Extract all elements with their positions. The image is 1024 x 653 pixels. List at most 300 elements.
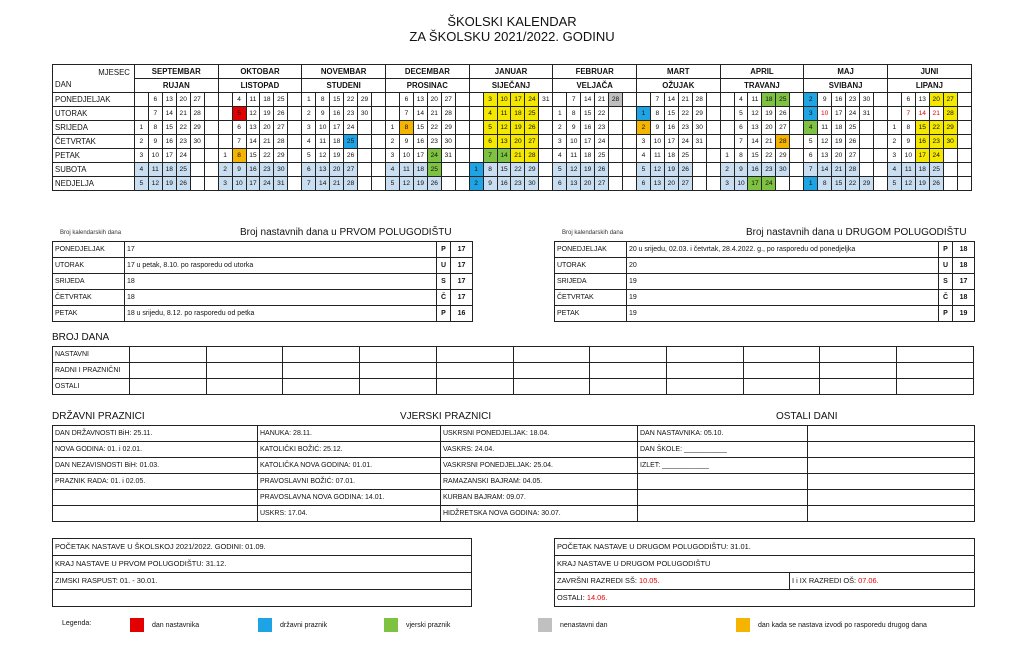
month-header: SEPTEMBAR xyxy=(134,65,218,79)
date-cell: 20 xyxy=(260,121,274,135)
half-day: PONEDJELJAK xyxy=(53,242,125,258)
date-cell: 5 xyxy=(483,121,497,135)
date-cell: 18 xyxy=(511,107,525,121)
broj-dana-cell xyxy=(513,347,590,363)
date-cell: 5 xyxy=(232,107,246,121)
date-cell: 1 xyxy=(636,107,650,121)
date-cell: 29 xyxy=(943,121,957,135)
teaching-day-count: 18 xyxy=(953,258,975,274)
date-cell: 21 xyxy=(832,163,846,177)
date-cell: 18 xyxy=(413,163,427,177)
date-cell xyxy=(288,149,302,163)
half-day: PETAK xyxy=(53,306,125,322)
date-cell xyxy=(860,121,874,135)
month-header-local: TRAVANJ xyxy=(720,79,804,93)
date-cell: 30 xyxy=(943,135,957,149)
broj-dana-cell xyxy=(360,363,437,379)
state-holidays-heading: DRŽAVNI PRAZNICI xyxy=(52,411,145,422)
broj-dana-cell xyxy=(820,363,897,379)
date-cell: 24 xyxy=(344,121,358,135)
date-cell: 16 xyxy=(330,107,344,121)
date-cell: 17 xyxy=(664,135,678,149)
month-header: MART xyxy=(636,65,720,79)
other-days-heading: OSTALI DANI xyxy=(776,411,838,422)
date-cell: 30 xyxy=(776,163,790,177)
date-cell: 26 xyxy=(678,163,692,177)
holidays-section xyxy=(52,425,974,522)
date-cell: 20 xyxy=(176,93,190,107)
religious-holiday: PRAVOSLAVNI BOŽIĆ: 07.01. xyxy=(258,474,441,490)
date-cell: 29 xyxy=(274,149,288,163)
date-cell: 29 xyxy=(358,93,372,107)
date-cell: 3 xyxy=(804,107,818,121)
date-cell: 15 xyxy=(581,107,595,121)
date-cell xyxy=(386,107,400,121)
date-cell: 13 xyxy=(497,135,511,149)
other-day: IZLET: ____________ xyxy=(638,458,808,474)
date-cell xyxy=(957,93,971,107)
date-cell xyxy=(860,149,874,163)
title-line-2: ZA ŠKOLSKU 2021/2022. GODINU xyxy=(409,29,615,44)
date-cell: 28 xyxy=(943,107,957,121)
date-cell xyxy=(623,121,637,135)
date-cell: 18 xyxy=(762,93,776,107)
broj-dana-section xyxy=(52,346,974,395)
date-cell: 22 xyxy=(929,121,943,135)
date-cell: 6 xyxy=(483,135,497,149)
date-cell: 25 xyxy=(678,149,692,163)
date-cell: 2 xyxy=(636,121,650,135)
date-cell: 5 xyxy=(386,177,400,191)
broj-dana-table xyxy=(52,346,974,395)
date-cell: 7 xyxy=(232,135,246,149)
month-header: OKTOBAR xyxy=(218,65,302,79)
date-cell: 3 xyxy=(386,149,400,163)
date-cell: 17 xyxy=(246,177,260,191)
other-day-extra xyxy=(808,442,975,458)
date-cell xyxy=(706,163,720,177)
date-cell: 2 xyxy=(553,121,567,135)
date-cell: 2 xyxy=(218,163,232,177)
broj-dana-cell xyxy=(436,347,513,363)
religious-holiday: VASKRS: 24.04. xyxy=(441,442,638,458)
date-cell: 8 xyxy=(818,177,832,191)
date-cell xyxy=(204,121,218,135)
date-cell: 18 xyxy=(832,121,846,135)
date-cell xyxy=(706,121,720,135)
date-cell: 3 xyxy=(720,177,734,191)
teaching-day-count: 16 xyxy=(451,306,473,322)
date-cell xyxy=(609,121,623,135)
date-cell xyxy=(623,93,637,107)
date-cell xyxy=(609,107,623,121)
broj-dana-cell xyxy=(513,379,590,395)
date-cell: 27 xyxy=(595,177,609,191)
date-cell xyxy=(873,177,887,191)
date-cell xyxy=(720,121,734,135)
legend-swatch-blue xyxy=(258,618,272,632)
date-cell: 20 xyxy=(664,177,678,191)
half-day: SRIJEDA xyxy=(555,274,627,290)
date-cell: 23 xyxy=(344,107,358,121)
day-name: SUBOTA xyxy=(53,163,135,177)
date-cell: 9 xyxy=(901,135,915,149)
teaching-day-count: 17 xyxy=(451,242,473,258)
date-cell: 19 xyxy=(511,121,525,135)
date-cell: 14 xyxy=(581,93,595,107)
date-cell: 16 xyxy=(832,93,846,107)
day-letter: P xyxy=(437,306,451,322)
date-cell: 9 xyxy=(567,121,581,135)
date-cell xyxy=(358,135,372,149)
calendar-day-count: 19 xyxy=(627,290,637,306)
date-cell xyxy=(692,149,706,163)
date-cell: 27 xyxy=(678,177,692,191)
legend-item: nenastavni dan xyxy=(538,618,607,632)
date-cell xyxy=(190,177,204,191)
date-cell xyxy=(204,177,218,191)
religious-holiday: VASKRSNI PONEDJELJAK: 25.04. xyxy=(441,458,638,474)
date-cell: 24 xyxy=(678,135,692,149)
date-cell: 7 xyxy=(399,107,413,121)
date-cell: 2 xyxy=(804,93,818,107)
date-cell: 11 xyxy=(650,149,664,163)
date-cell: 17 xyxy=(748,177,762,191)
date-cell: 16 xyxy=(664,121,678,135)
date-cell: 27 xyxy=(274,121,288,135)
date-cell: 9 xyxy=(650,121,664,135)
date-cell: 24 xyxy=(176,149,190,163)
date-cell: 31 xyxy=(441,149,455,163)
date-cell xyxy=(706,149,720,163)
half-row xyxy=(53,274,473,290)
date-cell: 8 xyxy=(567,107,581,121)
date-cell: 2 xyxy=(469,177,483,191)
date-cell: 30 xyxy=(441,135,455,149)
date-cell: 29 xyxy=(190,121,204,135)
broj-dana-cell xyxy=(513,363,590,379)
day-letter: P xyxy=(437,242,451,258)
date-cell: 13 xyxy=(162,93,176,107)
final-grades-ps: I i IX RAZREDI OŠ: 07.06. xyxy=(790,573,975,590)
date-cell: 4 xyxy=(483,107,497,121)
date-cell xyxy=(372,121,386,135)
date-cell: 22 xyxy=(260,149,274,163)
date-cell: 26 xyxy=(274,107,288,121)
date-cell: 10 xyxy=(316,121,330,135)
other-day-extra xyxy=(808,426,975,442)
half-day: UTORAK xyxy=(53,258,125,274)
day-letter: U xyxy=(939,258,953,274)
date-cell xyxy=(873,135,887,149)
date-cell xyxy=(887,93,901,107)
date-cell: 9 xyxy=(818,93,832,107)
half-note: u petak, 8.10. po rasporedu od utorka xyxy=(135,258,437,274)
teaching-day-count: 17 xyxy=(451,258,473,274)
date-cell: 16 xyxy=(413,135,427,149)
date-cell xyxy=(455,177,469,191)
date-cell xyxy=(692,163,706,177)
second-half-heading: Broj nastavnih dana u DRUGOM POLUGODIŠTU xyxy=(746,227,967,238)
date-cell: 13 xyxy=(246,121,260,135)
half-day: ČETVRTAK xyxy=(555,290,627,306)
date-cell xyxy=(204,93,218,107)
calendar-day-count: 19 xyxy=(627,274,637,290)
teaching-day-count: 17 xyxy=(451,274,473,290)
calendar-row xyxy=(53,135,972,149)
calendar-day-count: 18 xyxy=(125,306,135,322)
date-cell: 1 xyxy=(720,149,734,163)
date-cell: 6 xyxy=(302,163,316,177)
broj-dana-cell xyxy=(820,347,897,363)
date-cell: 15 xyxy=(246,149,260,163)
date-cell: 23 xyxy=(595,121,609,135)
calendar-day-count: 17 xyxy=(125,242,135,258)
first-period-table xyxy=(52,538,472,607)
half-row xyxy=(53,306,473,322)
date-cell: 14 xyxy=(246,135,260,149)
date-cell xyxy=(539,121,553,135)
religious-holiday: KATOLIČKA NOVA GODINA: 01.01. xyxy=(258,458,441,474)
month-header: JUNI xyxy=(887,65,971,79)
date-cell: 8 xyxy=(734,149,748,163)
date-cell: 18 xyxy=(260,93,274,107)
date-cell: 23 xyxy=(678,121,692,135)
date-cell: 12 xyxy=(567,163,581,177)
broj-dana-cell xyxy=(436,379,513,395)
date-cell: 13 xyxy=(748,121,762,135)
date-cell: 28 xyxy=(609,93,623,107)
date-cell: 16 xyxy=(748,163,762,177)
broj-dana-label: OSTALI xyxy=(53,379,130,395)
date-cell: 10 xyxy=(148,149,162,163)
date-cell: 26 xyxy=(176,177,190,191)
date-cell xyxy=(623,163,637,177)
date-cell: 3 xyxy=(302,121,316,135)
month-header-local: LIPANJ xyxy=(887,79,971,93)
religious-holiday: KURBAN BAJRAM: 09.07. xyxy=(441,490,638,506)
date-cell: 20 xyxy=(832,149,846,163)
date-cell: 6 xyxy=(553,177,567,191)
date-cell: 13 xyxy=(650,177,664,191)
date-cell xyxy=(134,107,148,121)
date-cell: 29 xyxy=(692,107,706,121)
date-cell: 22 xyxy=(511,163,525,177)
date-cell: 1 xyxy=(134,121,148,135)
date-cell: 30 xyxy=(525,177,539,191)
date-cell xyxy=(358,177,372,191)
month-header: MAJ xyxy=(804,65,888,79)
date-cell xyxy=(288,177,302,191)
date-cell: 5 xyxy=(553,163,567,177)
month-header-local: SIJEČANJ xyxy=(469,79,553,93)
date-cell: 24 xyxy=(427,149,441,163)
date-cell: 20 xyxy=(762,121,776,135)
half-day: ČETVRTAK xyxy=(53,290,125,306)
date-cell: 2 xyxy=(386,135,400,149)
calendar-day-count: 17 xyxy=(125,258,135,274)
date-cell: 1 xyxy=(887,121,901,135)
date-cell: 21 xyxy=(260,135,274,149)
date-cell: 5 xyxy=(804,135,818,149)
broj-dana-cell xyxy=(206,347,283,363)
date-cell: 15 xyxy=(413,121,427,135)
date-cell xyxy=(860,135,874,149)
date-cell: 7 xyxy=(901,107,915,121)
date-cell: 16 xyxy=(162,135,176,149)
date-cell: 12 xyxy=(650,163,664,177)
date-cell: 16 xyxy=(915,135,929,149)
date-cell xyxy=(790,107,804,121)
date-cell: 21 xyxy=(762,135,776,149)
date-cell xyxy=(204,163,218,177)
date-cell xyxy=(372,177,386,191)
date-cell xyxy=(706,135,720,149)
half-note xyxy=(637,258,939,274)
date-cell: 12 xyxy=(148,177,162,191)
day-letter: Č xyxy=(437,290,451,306)
date-cell: 23 xyxy=(427,135,441,149)
date-cell: 7 xyxy=(734,135,748,149)
date-cell xyxy=(706,93,720,107)
date-cell: 20 xyxy=(427,93,441,107)
holiday-row xyxy=(53,458,975,474)
date-cell: 11 xyxy=(567,149,581,163)
day-letter: S xyxy=(437,274,451,290)
date-cell xyxy=(455,163,469,177)
date-cell xyxy=(469,149,483,163)
date-cell xyxy=(288,135,302,149)
broj-dana-cell xyxy=(820,379,897,395)
month-header-local: LISTOPAD xyxy=(218,79,302,93)
date-cell: 25 xyxy=(846,121,860,135)
half-row xyxy=(555,274,975,290)
first-half-table xyxy=(52,241,473,322)
date-cell xyxy=(372,149,386,163)
date-cell: 21 xyxy=(595,93,609,107)
other-day xyxy=(638,506,808,522)
broj-dana-total xyxy=(897,347,974,363)
second-period-table xyxy=(554,538,975,607)
period-date xyxy=(53,590,472,607)
date-cell: 19 xyxy=(162,177,176,191)
broj-dana-cell xyxy=(436,363,513,379)
date-cell: 25 xyxy=(344,135,358,149)
date-cell xyxy=(204,107,218,121)
month-header: FEBRUAR xyxy=(553,65,637,79)
date-cell xyxy=(218,135,232,149)
date-cell: 3 xyxy=(636,135,650,149)
second-half-table xyxy=(554,241,975,322)
date-cell xyxy=(623,135,637,149)
date-cell: 27 xyxy=(525,135,539,149)
half-day: PETAK xyxy=(555,306,627,322)
date-cell xyxy=(706,107,720,121)
date-cell: 6 xyxy=(734,121,748,135)
legend-label: Legenda: xyxy=(62,620,92,627)
legend-swatch-orange xyxy=(736,618,750,632)
page-title xyxy=(0,14,1024,44)
holidays-table xyxy=(52,425,975,522)
date-cell: 24 xyxy=(929,149,943,163)
date-cell xyxy=(860,163,874,177)
teaching-day-count: 18 xyxy=(953,290,975,306)
date-cell xyxy=(469,135,483,149)
calendar-day-count: 19 xyxy=(627,306,637,322)
date-cell xyxy=(957,177,971,191)
month-header-local: OŽUJAK xyxy=(636,79,720,93)
state-holiday xyxy=(53,506,258,522)
date-cell: 31 xyxy=(274,177,288,191)
date-cell: 4 xyxy=(302,135,316,149)
second-period-dates xyxy=(554,538,974,607)
date-cell: 27 xyxy=(190,93,204,107)
date-cell xyxy=(218,107,232,121)
month-header: JANUAR xyxy=(469,65,553,79)
date-cell: 19 xyxy=(762,107,776,121)
corner-day-label: DAN xyxy=(55,79,72,89)
calendar-grid xyxy=(52,64,972,191)
date-cell xyxy=(720,107,734,121)
date-cell: 5 xyxy=(636,163,650,177)
date-cell xyxy=(372,107,386,121)
date-cell: 6 xyxy=(901,93,915,107)
broj-dana-cell xyxy=(667,379,744,395)
broj-dana-cell xyxy=(130,347,207,363)
religious-holiday: USKRSNI PONEDJELJAK: 18.04. xyxy=(441,426,638,442)
date-cell: 10 xyxy=(497,93,511,107)
teaching-day-count: 18 xyxy=(953,242,975,258)
date-cell: 7 xyxy=(148,107,162,121)
day-name: PONEDJELJAK xyxy=(53,93,135,107)
date-cell xyxy=(790,149,804,163)
date-cell: 13 xyxy=(413,93,427,107)
half-note xyxy=(637,274,939,290)
date-cell: 9 xyxy=(399,135,413,149)
broj-dana-cell xyxy=(667,363,744,379)
date-cell: 11 xyxy=(818,121,832,135)
date-cell: 28 xyxy=(525,149,539,163)
second-half-start: POČETAK NASTAVE U DRUGOM POLUGODIŠTU: 31.01. xyxy=(555,539,975,556)
second-half-end: KRAJ NASTAVE U DRUGOM POLUGODIŠTU xyxy=(555,556,975,573)
half-day: UTORAK xyxy=(555,258,627,274)
date-cell: 29 xyxy=(860,177,874,191)
date-cell: 24 xyxy=(260,177,274,191)
state-holiday: DAN DRŽAVNOSTI BiH: 25.11. xyxy=(53,426,258,442)
broj-dana-cell xyxy=(743,379,820,395)
date-cell: 17 xyxy=(162,149,176,163)
date-cell xyxy=(873,93,887,107)
date-cell: 11 xyxy=(399,163,413,177)
teaching-day-count: 17 xyxy=(953,274,975,290)
date-cell: 26 xyxy=(344,149,358,163)
calendar-row xyxy=(53,149,972,163)
date-cell: 6 xyxy=(804,149,818,163)
date-cell: 22 xyxy=(595,107,609,121)
calendar-row xyxy=(53,163,972,177)
date-cell xyxy=(455,121,469,135)
date-cell: 3 xyxy=(553,135,567,149)
state-holiday: NOVA GODINA: 01. i 02.01. xyxy=(53,442,258,458)
date-cell xyxy=(539,135,553,149)
date-cell: 17 xyxy=(330,121,344,135)
half-note: u srijedu, 8.12. po rasporedu od petka xyxy=(135,306,437,322)
calendar-days-caption: Broj kalendarskih dana xyxy=(60,230,122,236)
date-cell xyxy=(455,107,469,121)
broj-dana-row xyxy=(53,379,974,395)
date-cell: 1 xyxy=(469,163,483,177)
title-line-1: ŠKOLSKI KALENDAR xyxy=(447,14,577,29)
